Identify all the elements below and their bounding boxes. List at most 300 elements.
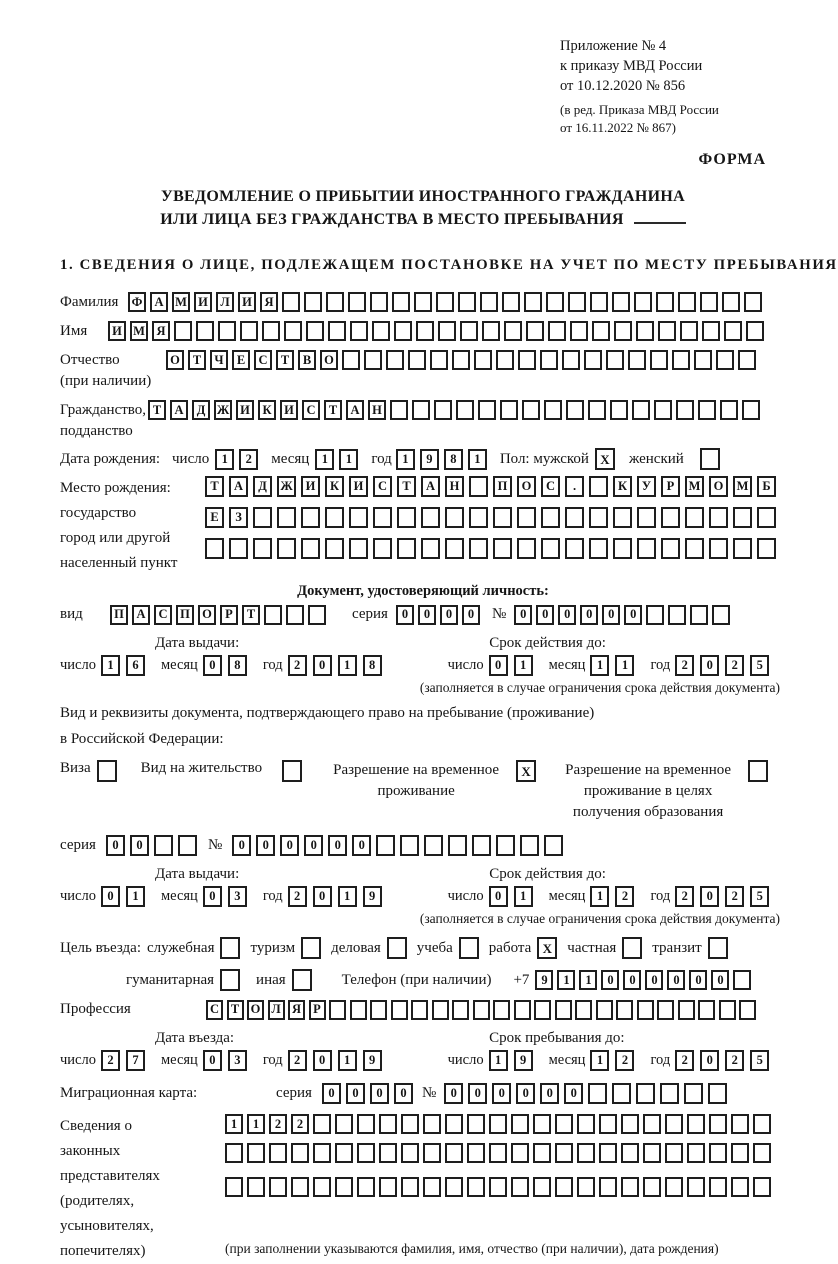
char-box[interactable]: [657, 1000, 674, 1020]
char-box[interactable]: [658, 321, 676, 341]
char-box[interactable]: В: [298, 350, 316, 370]
char-box[interactable]: [665, 1143, 683, 1163]
char-box[interactable]: 2: [288, 1050, 307, 1071]
char-box[interactable]: [753, 1177, 771, 1197]
char-box[interactable]: [313, 1177, 331, 1197]
char-box[interactable]: [584, 350, 602, 370]
char-box[interactable]: [335, 1143, 353, 1163]
char-box[interactable]: М: [172, 292, 190, 312]
char-box[interactable]: 1: [615, 655, 634, 676]
char-box[interactable]: [613, 538, 632, 559]
char-box[interactable]: [452, 1000, 469, 1020]
char-box[interactable]: [291, 1177, 309, 1197]
char-box[interactable]: [445, 1114, 463, 1134]
char-box[interactable]: [500, 400, 518, 420]
purpose-study-checkbox[interactable]: [459, 937, 479, 959]
char-box[interactable]: И: [194, 292, 212, 312]
residence-permit-checkbox[interactable]: [282, 760, 302, 782]
char-box[interactable]: 1: [590, 1050, 609, 1071]
char-box[interactable]: 8: [444, 449, 463, 470]
char-box[interactable]: [306, 321, 324, 341]
char-box[interactable]: [253, 507, 272, 528]
char-box[interactable]: [599, 1177, 617, 1197]
char-box[interactable]: [739, 1000, 756, 1020]
char-box[interactable]: [616, 1000, 633, 1020]
char-box[interactable]: [432, 1000, 449, 1020]
char-box[interactable]: [376, 835, 395, 856]
char-box[interactable]: Ф: [128, 292, 146, 312]
char-box[interactable]: [517, 538, 536, 559]
char-box[interactable]: 0: [370, 1083, 389, 1104]
char-box[interactable]: [636, 1083, 655, 1104]
char-box[interactable]: 1: [590, 655, 609, 676]
char-box[interactable]: [570, 321, 588, 341]
char-box[interactable]: М: [733, 476, 752, 497]
char-box[interactable]: 0: [536, 605, 554, 625]
char-box[interactable]: 1: [101, 655, 120, 676]
char-box[interactable]: [680, 321, 698, 341]
char-box[interactable]: [518, 350, 536, 370]
char-box[interactable]: Л: [216, 292, 234, 312]
char-box[interactable]: [592, 321, 610, 341]
char-box[interactable]: [286, 605, 304, 625]
char-box[interactable]: [493, 538, 512, 559]
purpose-tourism-checkbox[interactable]: [301, 937, 321, 959]
char-box[interactable]: [178, 835, 197, 856]
char-box[interactable]: [712, 605, 730, 625]
char-box[interactable]: 0: [667, 970, 685, 990]
char-box[interactable]: [621, 1114, 639, 1134]
char-box[interactable]: П: [110, 605, 128, 625]
char-box[interactable]: И: [238, 292, 256, 312]
char-box[interactable]: 0: [313, 655, 332, 676]
char-box[interactable]: 0: [580, 605, 598, 625]
char-box[interactable]: [621, 1143, 639, 1163]
char-box[interactable]: [489, 1143, 507, 1163]
char-box[interactable]: Д: [253, 476, 272, 497]
char-box[interactable]: [753, 1143, 771, 1163]
char-box[interactable]: [174, 321, 192, 341]
char-box[interactable]: О: [709, 476, 728, 497]
char-box[interactable]: 0: [328, 835, 347, 856]
char-box[interactable]: С: [254, 350, 272, 370]
char-box[interactable]: [628, 350, 646, 370]
char-box[interactable]: Т: [205, 476, 224, 497]
char-box[interactable]: 5: [750, 655, 769, 676]
char-box[interactable]: [480, 292, 498, 312]
char-box[interactable]: [621, 1177, 639, 1197]
char-box[interactable]: 2: [288, 886, 307, 907]
char-box[interactable]: [436, 292, 454, 312]
char-box[interactable]: 0: [396, 605, 414, 625]
char-box[interactable]: 0: [540, 1083, 559, 1104]
char-box[interactable]: [678, 1000, 695, 1020]
char-box[interactable]: С: [373, 476, 392, 497]
char-box[interactable]: О: [166, 350, 184, 370]
char-box[interactable]: .: [565, 476, 584, 497]
char-box[interactable]: [738, 350, 756, 370]
char-box[interactable]: 9: [420, 449, 439, 470]
char-box[interactable]: [401, 1114, 419, 1134]
char-box[interactable]: К: [258, 400, 276, 420]
char-box[interactable]: М: [685, 476, 704, 497]
char-box[interactable]: 0: [468, 1083, 487, 1104]
char-box[interactable]: [392, 292, 410, 312]
char-box[interactable]: М: [130, 321, 148, 341]
char-box[interactable]: 2: [101, 1050, 120, 1071]
char-box[interactable]: 5: [750, 886, 769, 907]
char-box[interactable]: 0: [130, 835, 149, 856]
char-box[interactable]: 1: [338, 655, 357, 676]
char-box[interactable]: [700, 292, 718, 312]
char-box[interactable]: 0: [492, 1083, 511, 1104]
char-box[interactable]: [661, 507, 680, 528]
char-box[interactable]: С: [302, 400, 320, 420]
char-box[interactable]: [606, 350, 624, 370]
char-box[interactable]: [722, 292, 740, 312]
char-box[interactable]: [746, 321, 764, 341]
char-box[interactable]: [555, 1177, 573, 1197]
char-box[interactable]: О: [517, 476, 536, 497]
char-box[interactable]: Р: [309, 1000, 326, 1020]
char-box[interactable]: [386, 350, 404, 370]
visa-checkbox[interactable]: [97, 760, 117, 782]
char-box[interactable]: 9: [514, 1050, 533, 1071]
char-box[interactable]: [665, 1114, 683, 1134]
char-box[interactable]: И: [108, 321, 126, 341]
char-box[interactable]: 0: [700, 1050, 719, 1071]
char-box[interactable]: [687, 1143, 705, 1163]
char-box[interactable]: У: [637, 476, 656, 497]
char-box[interactable]: [709, 1114, 727, 1134]
char-box[interactable]: О: [198, 605, 216, 625]
char-box[interactable]: [702, 321, 720, 341]
char-box[interactable]: [709, 507, 728, 528]
char-box[interactable]: [421, 507, 440, 528]
char-box[interactable]: Л: [268, 1000, 285, 1020]
char-box[interactable]: [660, 1083, 679, 1104]
char-box[interactable]: [430, 350, 448, 370]
char-box[interactable]: [414, 292, 432, 312]
char-box[interactable]: [496, 835, 515, 856]
char-box[interactable]: [589, 507, 608, 528]
char-box[interactable]: 1: [215, 449, 234, 470]
char-box[interactable]: [253, 538, 272, 559]
char-box[interactable]: [511, 1143, 529, 1163]
char-box[interactable]: [328, 321, 346, 341]
char-box[interactable]: [698, 400, 716, 420]
char-box[interactable]: [269, 1143, 287, 1163]
char-box[interactable]: А: [421, 476, 440, 497]
char-box[interactable]: Ч: [210, 350, 228, 370]
char-box[interactable]: [452, 350, 470, 370]
char-box[interactable]: [350, 321, 368, 341]
char-box[interactable]: [637, 507, 656, 528]
char-box[interactable]: [533, 1143, 551, 1163]
char-box[interactable]: [370, 292, 388, 312]
char-box[interactable]: [687, 1177, 705, 1197]
char-box[interactable]: [577, 1114, 595, 1134]
char-box[interactable]: [445, 538, 464, 559]
char-box[interactable]: [541, 507, 560, 528]
char-box[interactable]: 0: [440, 605, 458, 625]
char-box[interactable]: [401, 1177, 419, 1197]
char-box[interactable]: [408, 350, 426, 370]
char-box[interactable]: Р: [220, 605, 238, 625]
char-box[interactable]: А: [132, 605, 150, 625]
purpose-business-checkbox[interactable]: [387, 937, 407, 959]
char-box[interactable]: [269, 1177, 287, 1197]
char-box[interactable]: [577, 1143, 595, 1163]
char-box[interactable]: 0: [106, 835, 125, 856]
char-box[interactable]: [637, 1000, 654, 1020]
char-box[interactable]: 0: [602, 605, 620, 625]
char-box[interactable]: [364, 350, 382, 370]
char-box[interactable]: [643, 1177, 661, 1197]
char-box[interactable]: [357, 1177, 375, 1197]
char-box[interactable]: [687, 1114, 705, 1134]
char-box[interactable]: 8: [228, 655, 247, 676]
char-box[interactable]: [467, 1177, 485, 1197]
char-box[interactable]: [373, 507, 392, 528]
char-box[interactable]: [632, 400, 650, 420]
char-box[interactable]: [445, 1143, 463, 1163]
char-box[interactable]: [458, 292, 476, 312]
char-box[interactable]: Я: [152, 321, 170, 341]
char-box[interactable]: 0: [601, 970, 619, 990]
char-box[interactable]: [654, 400, 672, 420]
char-box[interactable]: [326, 292, 344, 312]
char-box[interactable]: [313, 1143, 331, 1163]
char-box[interactable]: Н: [445, 476, 464, 497]
char-box[interactable]: [661, 538, 680, 559]
char-box[interactable]: 0: [280, 835, 299, 856]
char-box[interactable]: [555, 1114, 573, 1134]
char-box[interactable]: Е: [232, 350, 250, 370]
char-box[interactable]: 0: [256, 835, 275, 856]
char-box[interactable]: [708, 1083, 727, 1104]
char-box[interactable]: А: [170, 400, 188, 420]
char-box[interactable]: [423, 1177, 441, 1197]
char-box[interactable]: [650, 350, 668, 370]
char-box[interactable]: [599, 1114, 617, 1134]
char-box[interactable]: [533, 1114, 551, 1134]
char-box[interactable]: [467, 1114, 485, 1134]
char-box[interactable]: К: [325, 476, 344, 497]
char-box[interactable]: [357, 1143, 375, 1163]
char-box[interactable]: [370, 1000, 387, 1020]
char-box[interactable]: 0: [346, 1083, 365, 1104]
char-box[interactable]: Т: [276, 350, 294, 370]
char-box[interactable]: [218, 321, 236, 341]
char-box[interactable]: Т: [397, 476, 416, 497]
char-box[interactable]: [493, 507, 512, 528]
char-box[interactable]: [577, 1177, 595, 1197]
char-box[interactable]: [445, 507, 464, 528]
char-box[interactable]: [614, 321, 632, 341]
char-box[interactable]: 1: [247, 1114, 265, 1134]
char-box[interactable]: [284, 321, 302, 341]
char-box[interactable]: [588, 1083, 607, 1104]
char-box[interactable]: [247, 1143, 265, 1163]
char-box[interactable]: [588, 400, 606, 420]
char-box[interactable]: [291, 1143, 309, 1163]
char-box[interactable]: [526, 321, 544, 341]
char-box[interactable]: [613, 507, 632, 528]
char-box[interactable]: [394, 321, 412, 341]
char-box[interactable]: Д: [192, 400, 210, 420]
char-box[interactable]: 2: [239, 449, 258, 470]
char-box[interactable]: 1: [468, 449, 487, 470]
char-box[interactable]: [724, 321, 742, 341]
char-box[interactable]: [350, 1000, 367, 1020]
char-box[interactable]: 0: [203, 886, 222, 907]
char-box[interactable]: 0: [623, 970, 641, 990]
char-box[interactable]: К: [613, 476, 632, 497]
char-box[interactable]: П: [176, 605, 194, 625]
char-box[interactable]: [731, 1114, 749, 1134]
purpose-transit-checkbox[interactable]: [708, 937, 728, 959]
char-box[interactable]: [568, 292, 586, 312]
char-box[interactable]: [694, 350, 712, 370]
char-box[interactable]: 0: [624, 605, 642, 625]
char-box[interactable]: [229, 538, 248, 559]
char-box[interactable]: 0: [304, 835, 323, 856]
char-box[interactable]: [489, 1114, 507, 1134]
char-box[interactable]: [308, 605, 326, 625]
char-box[interactable]: [596, 1000, 613, 1020]
char-box[interactable]: 0: [700, 886, 719, 907]
char-box[interactable]: 0: [489, 655, 508, 676]
char-box[interactable]: [646, 605, 664, 625]
char-box[interactable]: [685, 538, 704, 559]
char-box[interactable]: [335, 1177, 353, 1197]
char-box[interactable]: [448, 835, 467, 856]
char-box[interactable]: [379, 1143, 397, 1163]
char-box[interactable]: 1: [338, 886, 357, 907]
char-box[interactable]: [196, 321, 214, 341]
char-box[interactable]: 0: [313, 886, 332, 907]
char-box[interactable]: [716, 350, 734, 370]
char-box[interactable]: [401, 1143, 419, 1163]
char-box[interactable]: [517, 507, 536, 528]
char-box[interactable]: Е: [205, 507, 224, 528]
char-box[interactable]: [709, 538, 728, 559]
char-box[interactable]: [301, 538, 320, 559]
char-box[interactable]: 2: [675, 655, 694, 676]
char-box[interactable]: 1: [514, 655, 533, 676]
char-box[interactable]: [240, 321, 258, 341]
char-box[interactable]: 2: [269, 1114, 287, 1134]
char-box[interactable]: [612, 1083, 631, 1104]
char-box[interactable]: [325, 538, 344, 559]
char-box[interactable]: [575, 1000, 592, 1020]
char-box[interactable]: [416, 321, 434, 341]
purpose-other-checkbox[interactable]: [292, 969, 312, 991]
char-box[interactable]: 2: [725, 886, 744, 907]
purpose-private-checkbox[interactable]: [622, 937, 642, 959]
char-box[interactable]: 5: [750, 1050, 769, 1071]
char-box[interactable]: 2: [615, 1050, 634, 1071]
char-box[interactable]: [397, 507, 416, 528]
char-box[interactable]: [540, 350, 558, 370]
char-box[interactable]: [544, 835, 563, 856]
char-box[interactable]: Ж: [277, 476, 296, 497]
char-box[interactable]: [753, 1114, 771, 1134]
char-box[interactable]: [313, 1114, 331, 1134]
char-box[interactable]: [489, 1177, 507, 1197]
char-box[interactable]: [154, 835, 173, 856]
char-box[interactable]: О: [247, 1000, 264, 1020]
char-box[interactable]: [493, 1000, 510, 1020]
char-box[interactable]: [562, 350, 580, 370]
char-box[interactable]: 0: [394, 1083, 413, 1104]
char-box[interactable]: [643, 1114, 661, 1134]
char-box[interactable]: [502, 292, 520, 312]
char-box[interactable]: [262, 321, 280, 341]
char-box[interactable]: 2: [675, 886, 694, 907]
char-box[interactable]: [610, 400, 628, 420]
char-box[interactable]: [357, 1114, 375, 1134]
char-box[interactable]: 0: [489, 886, 508, 907]
char-box[interactable]: [690, 605, 708, 625]
char-box[interactable]: Ж: [214, 400, 232, 420]
char-box[interactable]: [548, 321, 566, 341]
purpose-official-checkbox[interactable]: [220, 937, 240, 959]
char-box[interactable]: 0: [232, 835, 251, 856]
char-box[interactable]: [733, 970, 751, 990]
char-box[interactable]: [636, 321, 654, 341]
char-box[interactable]: 1: [590, 886, 609, 907]
char-box[interactable]: [678, 292, 696, 312]
char-box[interactable]: [397, 538, 416, 559]
char-box[interactable]: [247, 1177, 265, 1197]
char-box[interactable]: [757, 538, 776, 559]
char-box[interactable]: 9: [363, 1050, 382, 1071]
char-box[interactable]: 1: [489, 1050, 508, 1071]
char-box[interactable]: 6: [126, 655, 145, 676]
char-box[interactable]: [469, 538, 488, 559]
char-box[interactable]: [742, 400, 760, 420]
char-box[interactable]: [277, 538, 296, 559]
char-box[interactable]: [599, 1143, 617, 1163]
char-box[interactable]: Б: [757, 476, 776, 497]
char-box[interactable]: [709, 1143, 727, 1163]
char-box[interactable]: [546, 292, 564, 312]
char-box[interactable]: [469, 507, 488, 528]
char-box[interactable]: З: [229, 507, 248, 528]
char-box[interactable]: И: [349, 476, 368, 497]
char-box[interactable]: 8: [363, 655, 382, 676]
char-box[interactable]: [349, 538, 368, 559]
char-box[interactable]: 0: [101, 886, 120, 907]
purpose-work-checkbox[interactable]: X: [537, 937, 557, 959]
char-box[interactable]: [205, 538, 224, 559]
char-box[interactable]: [731, 1177, 749, 1197]
char-box[interactable]: 9: [535, 970, 553, 990]
char-box[interactable]: [412, 400, 430, 420]
char-box[interactable]: 1: [338, 1050, 357, 1071]
temp-permit-checkbox[interactable]: X: [516, 760, 536, 782]
char-box[interactable]: 2: [288, 655, 307, 676]
char-box[interactable]: [565, 538, 584, 559]
char-box[interactable]: 0: [700, 655, 719, 676]
char-box[interactable]: [733, 507, 752, 528]
char-box[interactable]: [423, 1143, 441, 1163]
char-box[interactable]: [372, 321, 390, 341]
char-box[interactable]: 0: [444, 1083, 463, 1104]
char-box[interactable]: [379, 1114, 397, 1134]
